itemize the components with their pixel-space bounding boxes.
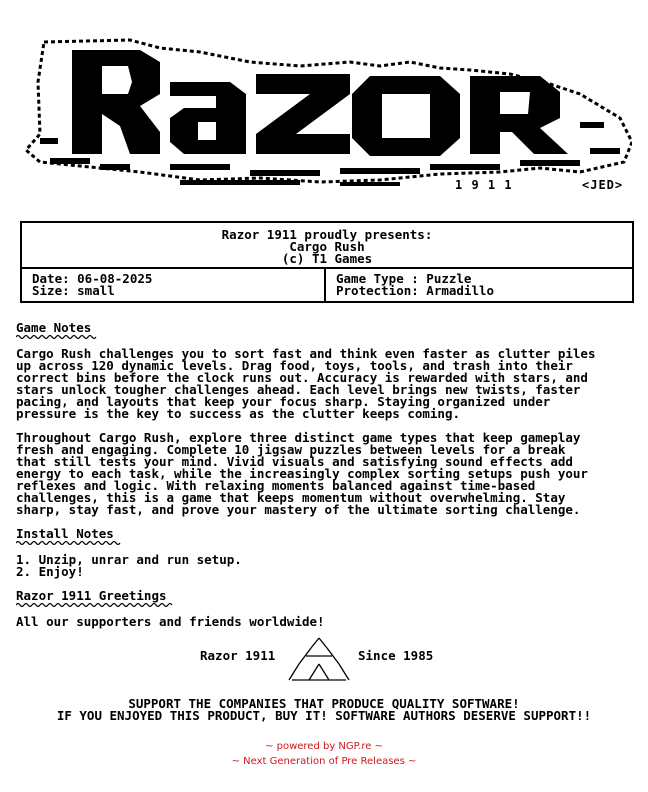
publisher-line: (c) T1 Games xyxy=(281,251,373,266)
razor-logo-art xyxy=(20,22,632,192)
credit-row xyxy=(0,636,648,684)
powered-by: ~ powered by NGP.re ~ xyxy=(265,741,383,752)
razor-logo xyxy=(20,22,632,192)
heading-underline xyxy=(16,334,98,340)
credit-right: Since 1985 xyxy=(358,648,434,663)
powered-by-tagline: ~ Next Generation of Pre Releases ~ xyxy=(231,756,417,767)
triangle-icon xyxy=(284,636,354,684)
credit-left: Razor 1911 xyxy=(200,648,276,663)
game-type: Game Type : Puzzle xyxy=(336,271,472,286)
release-date: Date: 06-08-2025 xyxy=(32,271,153,286)
nfo-content xyxy=(16,322,636,628)
presents-line: Razor 1911 proudly presents: xyxy=(221,227,433,242)
support-line-2: IF YOU ENJOYED THIS PRODUCT, BUY IT! SOFTWARE AUTHORS DESERVE SUPPORT!! xyxy=(56,708,592,723)
release-header xyxy=(22,223,632,269)
game-notes-paragraph-2: Throughout Cargo Rush, explore three distinct game types that keep gameplay fresh and engaging. Complete 10 jigsaw puzzles between levels for a break that still tests your mind. Vivid visuals and satisfying sound effects add energy to each task, while the increasingly complex sorting setups push your reflexes and logic. With relaxing moments balanced against time-based challenges, this is a game that keeps momentum without overwhelming. Stay sharp, stay fast, and prove your mastery of the ultimate sorting challenge. xyxy=(16,430,588,517)
game-notes-heading: Game Notes xyxy=(16,320,92,335)
release-size: Size: small xyxy=(32,283,115,298)
heading-underline xyxy=(16,602,176,608)
heading-underline xyxy=(16,540,122,546)
install-notes-heading: Install Notes xyxy=(16,526,114,541)
greetings-heading: Razor 1911 Greetings xyxy=(16,588,167,603)
release-details-right xyxy=(326,269,632,303)
install-step-2: 2. Enjoy! xyxy=(16,564,84,579)
greetings-text: All our supporters and friends worldwide! xyxy=(16,614,325,629)
protection: Protection: Armadillo xyxy=(336,283,495,298)
game-title: Cargo Rush xyxy=(289,239,365,254)
release-info-box xyxy=(20,221,634,303)
logo-artist-tag: <JED> xyxy=(582,178,624,192)
release-details xyxy=(22,269,632,303)
support-line-1: SUPPORT THE COMPANIES THAT PRODUCE QUALITY SOFTWARE! xyxy=(128,696,520,711)
install-step-1: 1. Unzip, unrar and run setup. xyxy=(16,552,242,567)
release-details-left xyxy=(22,269,326,303)
game-notes-paragraph-1: Cargo Rush challenges you to sort fast and think even faster as clutter piles up across 120 dynamic levels. Drag food, toys, tools, and trash into their correct bins before the clock runs out. Accuracy is rewarded with stars, and stars unlock tougher challenges ahead. Each level brings new twists, faster pacing, and layouts that keep your focus sharp. Staying organized under pressure is the key to success as the clutter keeps coming. xyxy=(16,346,596,421)
logo-group-tag: 1 9 1 1 xyxy=(455,178,513,192)
